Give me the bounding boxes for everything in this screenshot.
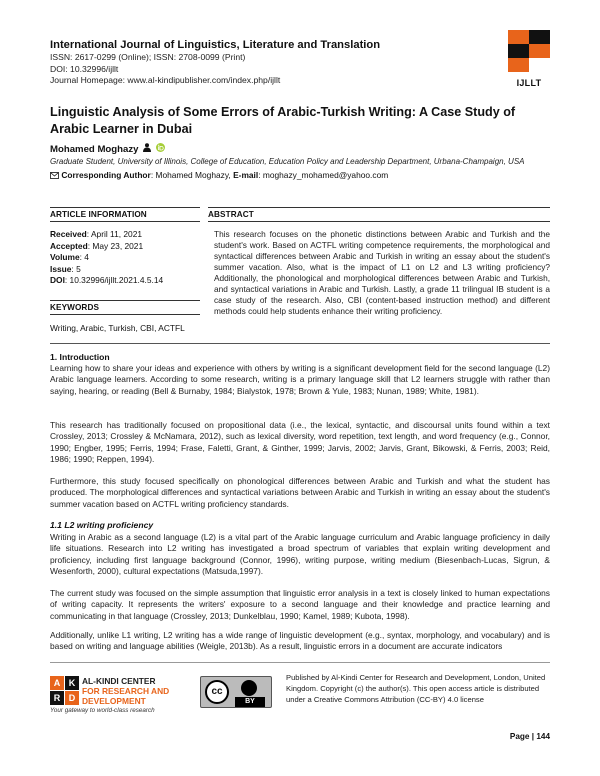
- author-name-line: [50, 143, 550, 156]
- license-text: Published by Al-Kindi Center for Research and Development, London, United Kingdom. Copyright (c) the author(s). This open access article is distributed under a Creative Commons Attribution (CC-BY) 4.0 license: [286, 673, 546, 704]
- keywords-heading: KEYWORDS: [50, 303, 100, 312]
- corr-label: Corresponding Author: [61, 170, 151, 181]
- logo-label: IJLLT: [516, 78, 542, 88]
- page-value: | 144: [531, 732, 550, 741]
- subsection-heading: 1.1 L2 writing proficiency: [50, 520, 154, 530]
- orcid-icon[interactable]: [156, 143, 165, 156]
- cc-icon: cc: [205, 680, 229, 704]
- section-heading-introduction: 1. Introduction: [50, 352, 110, 362]
- volume-row: Volume: 4: [50, 252, 89, 262]
- paragraph: Furthermore, this study focused specifically on phonological differences between Arabic and Turkish and what the student has produced. The morphological differences and syntactical variations between Arabic and Turkish in writing an essay about the student's summer vacation based on ACTFL writing proficiency standards.: [50, 476, 550, 509]
- keywords-text: Writing, Arabic, Turkish, CBI, ACTFL: [50, 323, 185, 333]
- issn: ISSN: 2617-0299 (Online); ISSN: 2708-0099 (Print): [50, 52, 246, 62]
- cc-by-badge[interactable]: [200, 676, 272, 708]
- accepted-row: Accepted: May 23, 2021: [50, 240, 144, 251]
- doi-row: DOI: 10.32996/ijllt.2021.4.5.14: [50, 275, 164, 285]
- article-info: [50, 229, 200, 287]
- divider: [50, 300, 200, 301]
- issue-row: Issue: 5: [50, 263, 81, 274]
- divider: [208, 207, 550, 208]
- paragraph: This research has traditionally focused on propositional data (i.e., the lexical, syntactic, and discoursal units found within a text Crossley, 2013; Crossley & McNamara, 2012), such as lexical diversity, word repetition, text length, and word frequency (e.g., Connor, 1990; Engber, 1995; Ferris, 1994; Frase, Faletti, Grant, & Ginther, 1999; Jarvis, 2002; Jarvis, Grant, Bikowski, & Ferris, 2003; Reid, 1986; 1990; Reppen, 1994).: [50, 420, 550, 465]
- divider: [50, 207, 200, 208]
- attribution-icon: [241, 680, 257, 696]
- divider: [50, 343, 550, 344]
- abstract-heading: ABSTRACT: [208, 210, 254, 219]
- divider: [50, 314, 200, 315]
- page-number: [510, 732, 550, 741]
- by-label: BY: [235, 697, 265, 707]
- journal-title: International Journal of Linguistics, Literature and Translation: [50, 39, 381, 51]
- al-kindi-logo: A K R D AL-KINDI CENTER FOR RESEARCH AND DEVELOPMENT Your gateway to world-class research: [50, 676, 170, 714]
- publisher-name-line3: DEVELOPMENT: [82, 696, 146, 706]
- publisher-name-line2: FOR RESEARCH AND: [82, 686, 170, 696]
- divider: [208, 221, 550, 222]
- corresponding-author-line: [50, 169, 550, 181]
- envelope-icon: [50, 170, 61, 180]
- page-label: Page: [509, 732, 530, 741]
- abstract-text: This research focuses on the phonetic distinctions between Arabic and Turkish and the student's work. Based on ACTFL writing competence requirements, the morphological and syntactical differences between Arabic and Turkish in writing an essay about the student's summer vacation. Also, what is the impact of L1 on L2 and L3 writing proficiency? Additionally, the phonological and morphological differences between Arabic and Turkish, and syntactical variations in Arabic and Turkish. Lastly, a grade 11 trilingual IB student is a case study of the research. Also, CBI (content-based instruction method) and different methods could help students enhance their writing proficiency.: [214, 229, 550, 316]
- publisher-tagline: Your gateway to world-class research: [50, 707, 155, 714]
- author-name: Mohamed Moghazy: [50, 144, 139, 156]
- paragraph: The current study was focused on the simple assumption that linguistic error analysis in a text is closely linked to human expectations of writing capacity. It represents the writers' exposure to a second language and their knowledge and practice learning and communicating in that language (Crossley, 2013; Dunkelblau, 1990; Kamel, 1989; Kubota, 1998).: [50, 588, 550, 621]
- author-affiliation: Graduate Student, University of Illinois, College of Education, Education Policy and Leadership Department, Urbana-Champaign, USA: [50, 157, 525, 167]
- journal-homepage-link[interactable]: Journal Homepage: www.al-kindipublisher.com/index.php/ijllt: [50, 75, 281, 85]
- paper-title: Linguistic Analysis of Some Errors of Arabic-Turkish Writing: A Case Study of Arabic Learner in Dubai: [50, 105, 516, 136]
- paragraph: Writing in Arabic as a second language (L2) is a vital part of the Arabic language curriculum and Arabic language proficiency in daily life situations. Research into L2 writing has investigated a broad spectrum of variables that explain writing development and proficiency, including first language background (Connor, 1996), writing purpose, writing medium (Biesenbach-Lucas, Sigrun, & Wesenforth, 2000), cultural expectations (Matsuda,1997).: [50, 532, 550, 577]
- article-info-heading: ARTICLE INFORMATION: [50, 210, 147, 219]
- person-icon[interactable]: [143, 143, 151, 156]
- email-label: E-mail: [233, 170, 259, 181]
- ijllt-logo: [508, 30, 550, 88]
- paragraph: Learning how to share your ideas and experience with others by writing is a significant development field for the second language (L2) Arabic language learners. According to some research, writing is a primary language skill that L2 learners struggle with rather than saying, hearing, or reading (Bell & Burnaby, 1984; Bialystok, 1978; Brown & Yule, 1983; Nunan, 1989; White, 1981).: [50, 363, 550, 396]
- journal-doi: DOI: 10.32996/ijllt: [50, 63, 119, 74]
- footer-divider: [50, 662, 550, 663]
- corr-name: : Mohamed Moghazy,: [150, 170, 234, 181]
- divider: [50, 221, 200, 222]
- publisher-name-line1: AL-KINDI CENTER: [82, 676, 156, 686]
- received-row: Received: April 11, 2021: [50, 229, 143, 239]
- author-email-link[interactable]: : moghazy_mohamed@yahoo.com: [258, 170, 389, 181]
- journal-header: [50, 38, 490, 87]
- paragraph: Additionally, unlike L1 writing, L2 writing has a wide range of linguistic development (e.g., syntax, morphology, and vocabulary) and is based on writing and language abilities (Weigle, 2013b). As a result, linguistic errors in a document are accurate indicators: [50, 630, 550, 652]
- author-block: [50, 143, 550, 181]
